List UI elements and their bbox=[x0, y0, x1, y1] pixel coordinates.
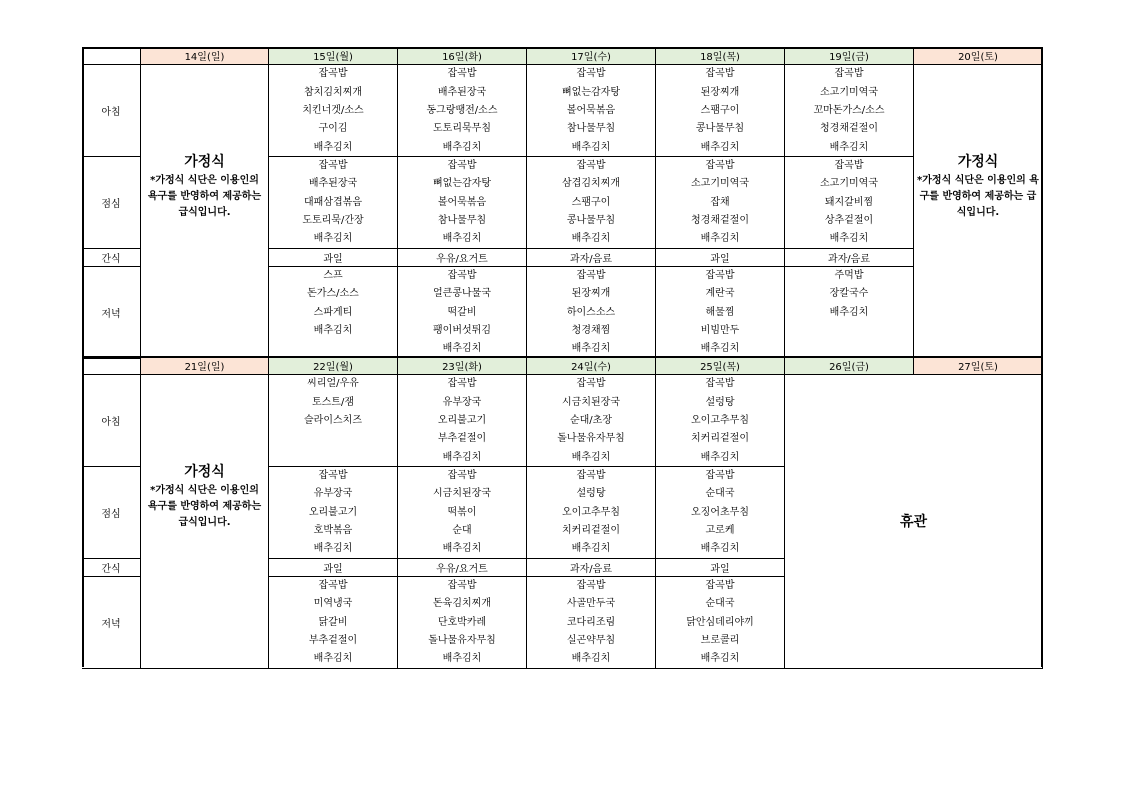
snack-cell: 과일 bbox=[269, 559, 398, 577]
menu-item: 상추겉절이 bbox=[824, 214, 874, 226]
day-header: 24일(수) bbox=[527, 357, 656, 375]
breakfast-menu-cell bbox=[527, 375, 656, 467]
menu-item: 볼어묵볶음 bbox=[437, 196, 487, 208]
meal-label-dinner: 저녁 bbox=[82, 577, 141, 669]
menu-item: 씨리얼/우유 bbox=[307, 378, 359, 390]
menu-item: 유부장국 bbox=[313, 488, 353, 500]
sunday-family-meal bbox=[141, 375, 269, 668]
lunch-menu-cell bbox=[785, 157, 914, 249]
menu-item: 배추김치 bbox=[313, 324, 353, 336]
menu-item: 시금치된장국 bbox=[562, 396, 620, 408]
menu-item: 코다리조림 bbox=[566, 616, 616, 628]
menu-item: 배추된장국 bbox=[437, 86, 487, 98]
menu-item: 스팸구이 bbox=[571, 196, 611, 208]
menu-item: 잡곡밥 bbox=[834, 68, 864, 80]
menu-item: 순대국 bbox=[705, 488, 735, 500]
menu-item: 콩나물무침 bbox=[566, 214, 616, 226]
menu-item: 브로콜리 bbox=[700, 634, 740, 646]
lunch-menu-cell bbox=[656, 157, 785, 249]
day-header: 23일(화) bbox=[398, 357, 527, 375]
menu-item: 배추김치 bbox=[700, 653, 740, 665]
menu-item: 뼈없는감자탕 bbox=[562, 86, 620, 98]
menu-item: 잡채 bbox=[710, 196, 730, 208]
lunch-menu-cell bbox=[656, 467, 785, 559]
menu-item: 배추된장국 bbox=[308, 178, 358, 190]
menu-item: 오이고추무침 bbox=[562, 506, 620, 518]
menu-item: 순대/초장 bbox=[569, 414, 612, 426]
day-header: 18일(목) bbox=[656, 47, 785, 65]
menu-item: 배추김치 bbox=[571, 233, 611, 245]
menu-item: 잡곡밥 bbox=[705, 269, 735, 281]
menu-item: 배추김치 bbox=[571, 653, 611, 665]
menu-item: 잡곡밥 bbox=[447, 469, 477, 481]
menu-item: 잡곡밥 bbox=[318, 469, 348, 481]
dinner-menu-cell bbox=[527, 267, 656, 359]
snack-cell: 과자/음료 bbox=[527, 559, 656, 577]
lunch-menu-cell bbox=[527, 157, 656, 249]
menu-item: 호박볶음 bbox=[313, 524, 353, 536]
dinner-menu-cell bbox=[269, 577, 398, 669]
menu-item: 배추김치 bbox=[571, 543, 611, 555]
menu-item: 잡곡밥 bbox=[318, 579, 348, 591]
menu-item: 계란국 bbox=[705, 288, 735, 300]
menu-item: 청경채겉절이 bbox=[691, 214, 749, 226]
menu-item: 스팸구이 bbox=[700, 104, 740, 116]
snack-cell: 과일 bbox=[269, 249, 398, 267]
menu-item: 삼겹김치찌개 bbox=[562, 178, 620, 190]
sunday-family-meal bbox=[141, 65, 269, 358]
menu-item: 부추겉절이 bbox=[308, 634, 358, 646]
breakfast-menu-cell bbox=[269, 375, 398, 467]
meal-label-dinner: 저녁 bbox=[82, 267, 141, 359]
menu-item: 잡곡밥 bbox=[318, 68, 348, 80]
menu-item: 된장찌개 bbox=[700, 86, 740, 98]
menu-item: 된장찌개 bbox=[571, 288, 611, 300]
menu-item: 배추김치 bbox=[313, 543, 353, 555]
menu-item: 비빔만두 bbox=[700, 324, 740, 336]
breakfast-menu-cell bbox=[269, 65, 398, 157]
menu-item: 주먹밥 bbox=[834, 269, 864, 281]
menu-item: 닭안심데리야끼 bbox=[686, 616, 754, 628]
breakfast-menu-cell bbox=[785, 65, 914, 157]
menu-item: 잡곡밥 bbox=[576, 159, 606, 171]
breakfast-menu-cell bbox=[527, 65, 656, 157]
menu-item: 구이김 bbox=[318, 123, 348, 135]
menu-item: 청경채겉절이 bbox=[820, 123, 878, 135]
menu-item: 잡곡밥 bbox=[576, 579, 606, 591]
menu-item: 해물찜 bbox=[705, 306, 735, 318]
menu-item: 배추김치 bbox=[829, 233, 869, 245]
menu-item: 잡곡밥 bbox=[447, 378, 477, 390]
menu-item: 배추김치 bbox=[442, 543, 482, 555]
menu-item: 얼큰콩나물국 bbox=[433, 288, 491, 300]
menu-item: 설렁탕 bbox=[705, 396, 735, 408]
snack-cell: 우유/요거트 bbox=[398, 249, 527, 267]
menu-item: 부추겉절이 bbox=[437, 433, 487, 445]
menu-item: 잡곡밥 bbox=[705, 68, 735, 80]
dinner-menu-cell bbox=[527, 577, 656, 669]
menu-item: 돈육김치찌개 bbox=[433, 598, 491, 610]
menu-item: 꼬마돈가스/소스 bbox=[813, 104, 885, 116]
menu-item: 잡곡밥 bbox=[576, 68, 606, 80]
menu-item: 청경채찜 bbox=[571, 324, 611, 336]
dinner-menu-cell bbox=[398, 267, 527, 359]
dinner-menu-cell bbox=[656, 577, 785, 669]
menu-item: 참나물무침 bbox=[437, 214, 487, 226]
menu-item: 배추김치 bbox=[700, 451, 740, 463]
family-meal-title: 가정식 bbox=[184, 153, 225, 170]
menu-item: 실곤약무침 bbox=[566, 634, 616, 646]
family-meal-note: *가정식 식단은 이용인의 욕구를 반영하여 제공하는 급식입니다. bbox=[917, 174, 1039, 218]
menu-item: 배추김치 bbox=[571, 141, 611, 153]
menu-item: 장칼국수 bbox=[829, 288, 869, 300]
menu-item: 도토리묵/간장 bbox=[302, 214, 364, 226]
lunch-menu-cell bbox=[398, 157, 527, 249]
menu-item: 고로케 bbox=[705, 524, 735, 536]
snack-cell: 과자/음료 bbox=[527, 249, 656, 267]
menu-item: 배추김치 bbox=[571, 343, 611, 355]
menu-item: 돌나물유자무침 bbox=[557, 433, 625, 445]
menu-item: 배추김치 bbox=[700, 543, 740, 555]
menu-item: 스파게티 bbox=[313, 306, 353, 318]
lunch-menu-cell bbox=[269, 467, 398, 559]
menu-item: 배추김치 bbox=[442, 141, 482, 153]
day-header: 14일(일) bbox=[141, 47, 269, 65]
menu-item: 돌나물유자무침 bbox=[428, 634, 496, 646]
menu-item: 치커리겉절이 bbox=[562, 524, 620, 536]
menu-item: 배추김치 bbox=[313, 141, 353, 153]
dinner-menu-cell bbox=[656, 267, 785, 359]
menu-item: 잡곡밥 bbox=[447, 269, 477, 281]
snack-cell: 과자/음료 bbox=[785, 249, 914, 267]
family-meal-title: 가정식 bbox=[957, 153, 999, 170]
menu-item: 순대국 bbox=[705, 598, 735, 610]
day-header: 27일(토) bbox=[914, 357, 1043, 375]
lunch-menu-cell bbox=[269, 157, 398, 249]
menu-item: 배추김치 bbox=[700, 141, 740, 153]
day-header: 25일(목) bbox=[656, 357, 785, 375]
menu-item: 유부장국 bbox=[442, 396, 482, 408]
dinner-menu-cell bbox=[398, 577, 527, 669]
breakfast-menu-cell bbox=[398, 375, 527, 467]
meal-label-breakfast: 아침 bbox=[82, 375, 141, 467]
menu-item: 참나물무침 bbox=[566, 123, 616, 135]
family-meal-note: *가정식 식단은 이용인의 욕구를 반영하여 제공하는 급식입니다. bbox=[147, 174, 262, 218]
menu-item: 닭갈비 bbox=[318, 616, 348, 628]
menu-item: 뼈없는감자탕 bbox=[433, 178, 491, 190]
menu-item: 미역냉국 bbox=[313, 598, 353, 610]
header-corner bbox=[82, 47, 141, 65]
day-header: 17일(수) bbox=[527, 47, 656, 65]
dinner-menu-cell bbox=[785, 267, 914, 359]
menu-item: 볼어묵볶음 bbox=[566, 104, 616, 116]
menu-item: 잡곡밥 bbox=[705, 159, 735, 171]
menu-item: 배추김치 bbox=[571, 451, 611, 463]
family-meal-note: *가정식 식단은 이용인의 욕구를 반영하여 제공하는 급식입니다. bbox=[147, 484, 262, 528]
menu-item: 잡곡밥 bbox=[705, 579, 735, 591]
menu-item: 소고기미역국 bbox=[820, 86, 878, 98]
menu-item: 참치김치찌개 bbox=[304, 86, 362, 98]
menu-item: 순대 bbox=[452, 524, 472, 536]
menu-item: 스프 bbox=[323, 269, 343, 281]
menu-item: 배추김치 bbox=[829, 306, 869, 318]
meal-label-lunch: 점심 bbox=[82, 467, 141, 559]
day-header: 26일(금) bbox=[785, 357, 914, 375]
menu-item: 배추김치 bbox=[313, 233, 353, 245]
meal-plan-table bbox=[82, 47, 1043, 667]
menu-item: 하이스소스 bbox=[566, 306, 616, 318]
menu-item: 배추김치 bbox=[442, 343, 482, 355]
breakfast-menu-cell bbox=[656, 375, 785, 467]
week-divider bbox=[82, 356, 1043, 358]
lunch-menu-cell bbox=[398, 467, 527, 559]
snack-cell: 과일 bbox=[656, 249, 785, 267]
menu-item: 잡곡밥 bbox=[576, 269, 606, 281]
menu-item: 배추김치 bbox=[442, 653, 482, 665]
menu-item: 오리불고기 bbox=[437, 414, 487, 426]
day-header: 22일(월) bbox=[269, 357, 398, 375]
menu-item: 잡곡밥 bbox=[447, 68, 477, 80]
menu-item: 배추김치 bbox=[442, 451, 482, 463]
menu-item: 도토리묵무침 bbox=[433, 123, 491, 135]
menu-item: 설렁탕 bbox=[576, 488, 606, 500]
menu-item: 오리불고기 bbox=[308, 506, 358, 518]
menu-item: 소고기미역국 bbox=[691, 178, 749, 190]
menu-item: 잡곡밥 bbox=[576, 469, 606, 481]
menu-item: 떡볶이 bbox=[447, 506, 477, 518]
snack-cell: 우유/요거트 bbox=[398, 559, 527, 577]
menu-item: 단호박카레 bbox=[437, 616, 487, 628]
menu-item: 대패삼겹볶음 bbox=[304, 196, 362, 208]
menu-item: 잡곡밥 bbox=[447, 159, 477, 171]
meal-label-lunch: 점심 bbox=[82, 157, 141, 249]
meal-label-breakfast: 아침 bbox=[82, 65, 141, 157]
header-corner bbox=[82, 357, 141, 375]
menu-item: 잡곡밥 bbox=[705, 378, 735, 390]
day-header: 16일(화) bbox=[398, 47, 527, 65]
day-header: 20일(토) bbox=[914, 47, 1043, 65]
menu-item: 오이고추무침 bbox=[691, 414, 749, 426]
dinner-menu-cell bbox=[269, 267, 398, 359]
lunch-menu-cell bbox=[527, 467, 656, 559]
menu-item: 배추김치 bbox=[829, 141, 869, 153]
family-meal-title: 가정식 bbox=[184, 463, 225, 480]
menu-item: 콩나물무침 bbox=[695, 123, 745, 135]
menu-item: 배추김치 bbox=[700, 343, 740, 355]
menu-item: 치커리겉절이 bbox=[691, 433, 749, 445]
menu-item: 돈가스/소스 bbox=[307, 288, 359, 300]
menu-item: 소고기미역국 bbox=[820, 178, 878, 190]
menu-item: 시금치된장국 bbox=[433, 488, 491, 500]
menu-item: 배추김치 bbox=[700, 233, 740, 245]
menu-item: 치킨너겟/소스 bbox=[302, 104, 364, 116]
menu-item: 슬라이스치즈 bbox=[304, 414, 362, 426]
menu-item: 잡곡밥 bbox=[447, 579, 477, 591]
day-header: 15일(월) bbox=[269, 47, 398, 65]
menu-item: 사골만두국 bbox=[566, 598, 616, 610]
menu-item: 토스트/잼 bbox=[311, 396, 354, 408]
saturday-family-meal bbox=[914, 65, 1043, 358]
meal-label-snack: 간식 bbox=[82, 559, 141, 577]
menu-item: 잡곡밥 bbox=[834, 159, 864, 171]
breakfast-menu-cell bbox=[398, 65, 527, 157]
menu-item: 잡곡밥 bbox=[576, 378, 606, 390]
menu-item: 떡갈비 bbox=[447, 306, 477, 318]
menu-item: 잡곡밥 bbox=[318, 159, 348, 171]
meal-label-snack: 간식 bbox=[82, 249, 141, 267]
menu-item: 배추김치 bbox=[442, 233, 482, 245]
menu-item: 잡곡밥 bbox=[705, 469, 735, 481]
breakfast-menu-cell bbox=[656, 65, 785, 157]
day-header: 21일(일) bbox=[141, 357, 269, 375]
day-header: 19일(금) bbox=[785, 47, 914, 65]
menu-item: 팽이버섯튀김 bbox=[433, 324, 491, 336]
menu-item: 동그랑땡전/소스 bbox=[426, 104, 498, 116]
menu-item: 배추김치 bbox=[313, 653, 353, 665]
menu-item: 오징어초무침 bbox=[691, 506, 749, 518]
snack-cell: 과일 bbox=[656, 559, 785, 577]
menu-item: 돼지갈비찜 bbox=[824, 196, 874, 208]
closed-notice: 휴관 bbox=[785, 375, 1043, 668]
